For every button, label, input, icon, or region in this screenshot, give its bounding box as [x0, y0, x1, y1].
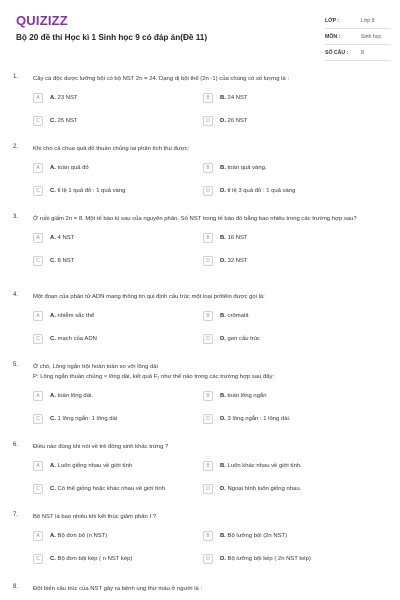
answer-options — [33, 91, 373, 137]
option-key: B. — [220, 235, 226, 241]
option-row — [33, 114, 373, 137]
option-value: Luôn khác nhau về giới tính. — [227, 463, 302, 469]
option-letter-box: B — [203, 233, 213, 243]
option-key: C. — [50, 556, 56, 562]
question-number: 6. — [13, 442, 19, 448]
option-value: Bộ lưỡng bội (2n NST) — [227, 533, 288, 539]
option-key: A. — [50, 313, 56, 319]
option-text — [50, 463, 132, 469]
answer-option-d[interactable] — [203, 254, 373, 268]
question-number: 1. — [13, 74, 19, 80]
option-text — [50, 95, 78, 101]
answer-option-b[interactable] — [203, 309, 373, 323]
option-key: C. — [50, 336, 56, 342]
option-row — [33, 332, 373, 355]
question-header — [0, 144, 400, 154]
question-number: 3. — [13, 214, 19, 220]
question-text: Điều nào đúng khi nói về trẻ đồng sinh khác trứng ? — [33, 444, 169, 450]
answer-option-c[interactable] — [33, 412, 203, 426]
option-letter-box: B — [203, 311, 213, 321]
question-7 — [0, 512, 400, 584]
option-text — [220, 486, 301, 492]
option-row — [33, 91, 373, 114]
option-row — [33, 482, 373, 505]
question-text: Ở ruồi giấm 2n = 8. Một tế bào kì sau của nguyên phân. Số NST trong tế bào đó bằng bao nhiêu trong các trường hợp sau? — [33, 216, 357, 222]
answer-option-c[interactable] — [33, 482, 203, 496]
answer-options — [33, 309, 373, 355]
question-header — [0, 584, 400, 594]
option-row — [33, 412, 373, 435]
answer-option-c[interactable] — [33, 184, 203, 198]
option-value: 25 NST — [57, 118, 78, 124]
option-text — [50, 235, 74, 241]
question-header — [0, 74, 400, 84]
question-number: 5. — [13, 362, 19, 368]
question-number: 4. — [13, 292, 19, 298]
option-text — [220, 118, 248, 124]
option-text — [50, 336, 97, 342]
answer-option-a[interactable] — [33, 231, 203, 245]
question-number: 2. — [13, 144, 19, 150]
option-value: toàn quả đỏ — [57, 165, 89, 171]
answer-option-a[interactable] — [33, 529, 203, 543]
meta-row-subject — [325, 29, 391, 45]
question-3 — [0, 214, 400, 292]
option-text — [50, 393, 93, 399]
answer-option-d[interactable] — [203, 412, 373, 426]
option-letter-box: B — [203, 93, 213, 103]
option-key: D. — [220, 258, 226, 264]
option-value: toàn quả vàng. — [227, 165, 267, 171]
question-header — [0, 442, 400, 452]
answer-option-d[interactable] — [203, 114, 373, 128]
meta-value: 8 — [361, 49, 364, 56]
option-letter-box: D — [203, 334, 213, 344]
option-letter-box: D — [203, 484, 213, 494]
answer-options — [33, 161, 373, 207]
answer-option-d[interactable] — [203, 482, 373, 496]
answer-option-a[interactable] — [33, 161, 203, 175]
option-value: crômatit — [227, 313, 249, 319]
question-header — [0, 512, 400, 522]
option-key: D. — [220, 486, 226, 492]
option-key: C. — [50, 258, 56, 264]
question-text: Một đoạn của phân tử ADN mang thông tin qui định cấu trúc một loại prôtêin được gọi là: — [33, 294, 265, 300]
option-key: A. — [50, 235, 56, 241]
document-header — [0, 0, 400, 60]
option-key: C. — [50, 118, 56, 124]
option-letter-box: B — [203, 461, 213, 471]
question-header — [0, 362, 400, 382]
option-row — [33, 459, 373, 482]
option-text — [50, 416, 117, 422]
option-letter-box: A — [33, 531, 43, 541]
option-value: 3 lông ngắn : 1 lông dài. — [227, 416, 291, 422]
option-row — [33, 184, 373, 207]
option-letter-box: C — [33, 484, 43, 494]
option-letter-box: B — [203, 531, 213, 541]
question-5 — [0, 362, 400, 442]
option-key: B. — [220, 313, 226, 319]
option-text — [220, 165, 267, 171]
option-letter-box: C — [33, 554, 43, 564]
option-key: C. — [50, 416, 56, 422]
option-value: 26 NST — [227, 118, 248, 124]
question-text: Bộ NST là bao nhiêu khi kết thúc giảm phân I ? — [33, 514, 157, 520]
option-letter-box: A — [33, 461, 43, 471]
option-key: B. — [220, 95, 226, 101]
option-key: B. — [220, 533, 226, 539]
answer-option-a[interactable] — [33, 389, 203, 403]
answer-option-c[interactable] — [33, 332, 203, 346]
option-value: gen cấu trúc — [227, 336, 260, 342]
answer-option-a[interactable] — [33, 309, 203, 323]
option-value: Bộ đơn bội kép ( n NST kép) — [57, 556, 133, 562]
option-letter-box: D — [203, 116, 213, 126]
option-letter-box: D — [203, 256, 213, 266]
option-row — [33, 231, 373, 254]
page-title: Bộ 20 đề thi Học kì 1 Sinh học 9 có đáp án(Đề 11) — [16, 33, 208, 42]
option-text — [50, 165, 89, 171]
option-letter-box: C — [33, 334, 43, 344]
answer-options — [33, 389, 373, 435]
option-row — [33, 389, 373, 412]
option-letter-box: D — [203, 554, 213, 564]
option-value: Có thể giống hoặc khác nhau về giới tính — [57, 486, 165, 492]
option-key: A. — [50, 95, 56, 101]
option-letter-box: D — [203, 414, 213, 424]
option-text — [50, 188, 125, 194]
option-letter-box: A — [33, 163, 43, 173]
option-value: tỉ lệ 3 quả đỏ : 1 quả vàng — [227, 188, 296, 194]
meta-value: Lớp 9 — [361, 17, 375, 24]
quizizz-logo: QUIZIZZ — [16, 13, 68, 28]
option-text — [220, 393, 267, 399]
option-letter-box: D — [203, 186, 213, 196]
option-text — [220, 416, 290, 422]
option-value: 23 NST — [57, 95, 78, 101]
question-header — [0, 292, 400, 302]
question-text: Ở chó, Lông ngắn trội hoàn toàn so với lông dài — [33, 364, 158, 370]
option-key: C. — [50, 486, 56, 492]
answer-options — [33, 231, 373, 277]
option-value: mạch của ADN — [57, 336, 97, 342]
option-row — [33, 309, 373, 332]
option-value: Luôn giống nhau về giới tính — [57, 463, 133, 469]
answer-option-b[interactable] — [203, 529, 373, 543]
option-value: 24 NST — [227, 95, 248, 101]
option-value: 8 NST — [57, 258, 75, 264]
option-letter-box: B — [203, 391, 213, 401]
option-value: toàn lông ngắn — [227, 393, 267, 399]
option-text — [50, 258, 74, 264]
option-letter-box: C — [33, 116, 43, 126]
question-number: 7. — [13, 512, 19, 518]
question-list — [0, 74, 400, 594]
question-8 — [0, 584, 400, 594]
option-text — [220, 258, 248, 264]
question-6 — [0, 442, 400, 512]
option-key: D. — [220, 556, 226, 562]
question-subtext: P: Lông ngắn thuần chủng × lông dài, kết quả F₁ như thế nào trong các trường hợp sau đây: — [33, 374, 275, 380]
answer-option-a[interactable] — [33, 459, 203, 473]
option-text — [220, 336, 260, 342]
option-key: D. — [220, 118, 226, 124]
option-key: A. — [50, 463, 56, 469]
option-row — [33, 161, 373, 184]
option-text — [50, 486, 165, 492]
answer-option-c[interactable] — [33, 552, 203, 566]
option-key: D. — [220, 416, 226, 422]
answer-option-a[interactable] — [33, 91, 203, 105]
meta-value: Sinh học — [361, 33, 382, 40]
answer-option-c[interactable] — [33, 254, 203, 268]
option-key: B. — [220, 393, 226, 399]
answer-options — [33, 459, 373, 505]
option-key: A. — [50, 165, 56, 171]
option-value: Bộ đơn bô (n NST) — [57, 533, 108, 539]
option-value: 1 lông ngắn: 1 lông dài — [57, 416, 118, 422]
option-row — [33, 552, 373, 575]
option-key: B. — [220, 463, 226, 469]
option-text — [220, 556, 311, 562]
meta-table — [325, 13, 391, 61]
question-header — [0, 214, 400, 224]
question-2 — [0, 144, 400, 214]
option-key: A. — [50, 533, 56, 539]
option-key: C. — [50, 188, 56, 194]
answer-options — [33, 529, 373, 575]
meta-row-count — [325, 45, 391, 61]
question-text: Đột biến cấu trúc của NST gây ra bệnh ung thư máu ở người là : — [33, 586, 203, 592]
answer-option-d[interactable] — [203, 552, 373, 566]
option-letter-box: A — [33, 233, 43, 243]
meta-row-grade — [325, 13, 391, 29]
question-1 — [0, 74, 400, 144]
meta-label: SỐ CÂU : — [325, 49, 349, 56]
option-value: nhiễm sắc thể — [57, 313, 95, 319]
question-text: Khi cho cà chua quả đỏ thuần chủng lai phân tích thu được: — [33, 146, 190, 152]
option-row — [33, 254, 373, 277]
option-value: 4 NST — [57, 235, 75, 241]
option-letter-box: A — [33, 311, 43, 321]
option-text — [220, 188, 295, 194]
answer-option-b[interactable] — [203, 91, 373, 105]
option-text — [50, 556, 132, 562]
question-text: Cây cà độc dược lưỡng bội có bộ NST 2n = 24. Dạng dị bội thể (2n -1) của chúng có số lượng là : — [33, 76, 289, 82]
option-text — [220, 533, 287, 539]
answer-option-d[interactable] — [203, 184, 373, 198]
option-text — [50, 533, 107, 539]
answer-option-d[interactable] — [203, 332, 373, 346]
option-letter-box: C — [33, 256, 43, 266]
option-value: 16 NST — [227, 235, 248, 241]
question-number: 8. — [13, 584, 19, 590]
answer-option-b[interactable] — [203, 459, 373, 473]
answer-option-b[interactable] — [203, 231, 373, 245]
option-letter-box: C — [33, 414, 43, 424]
option-text — [50, 118, 78, 124]
option-row — [33, 529, 373, 552]
option-letter-box: B — [203, 163, 213, 173]
question-4 — [0, 292, 400, 362]
option-key: B. — [220, 165, 226, 171]
option-value: toàn lông dài. — [57, 393, 93, 399]
option-text — [220, 235, 248, 241]
answer-option-b[interactable] — [203, 389, 373, 403]
meta-label: MÔN : — [325, 33, 341, 40]
option-text — [50, 313, 94, 319]
option-value: 32 NST — [227, 258, 248, 264]
option-value: Ngoại hình luôn giống nhau. — [227, 486, 302, 492]
option-letter-box: A — [33, 93, 43, 103]
answer-option-c[interactable] — [33, 114, 203, 128]
option-letter-box: A — [33, 391, 43, 401]
option-value: Bộ lưỡng bội kép ( 2n NST kép) — [227, 556, 311, 562]
option-key: A. — [50, 393, 56, 399]
option-key: D. — [220, 188, 226, 194]
option-text — [220, 463, 302, 469]
meta-label: LỚP : — [325, 17, 340, 24]
answer-option-b[interactable] — [203, 161, 373, 175]
option-letter-box: C — [33, 186, 43, 196]
option-value: tỉ lệ 1 quả đỏ : 1 quả vàng — [57, 188, 126, 194]
option-text — [220, 313, 249, 319]
option-text — [220, 95, 248, 101]
option-key: D. — [220, 336, 226, 342]
